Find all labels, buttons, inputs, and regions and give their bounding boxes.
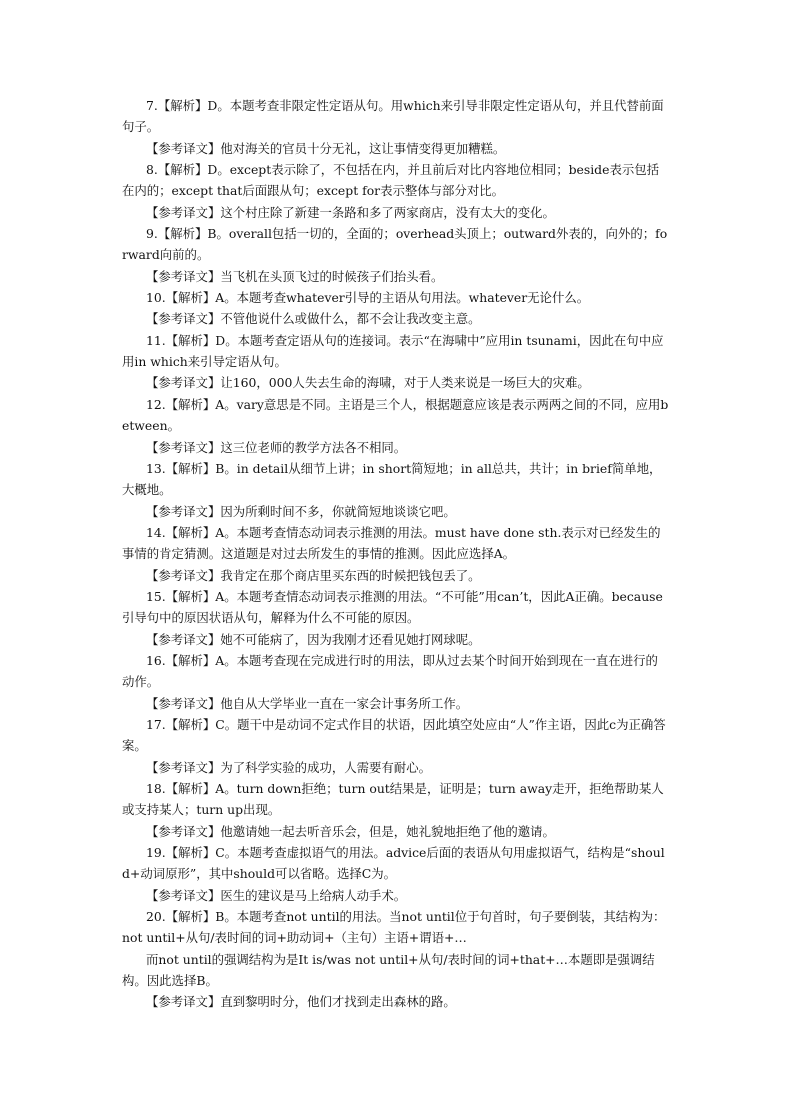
reference-translation: 【参考译文】我肯定在那个商店里买东西的时候把钱包丢了。	[146, 567, 481, 583]
answer-explanation: 18.【解析】A。turn down拒绝；turn out结果是，证明是；turn away走开，拒绝帮助某人或支持某人；turn up出现。	[122, 781, 664, 818]
answer-explanation: 13.【解析】B。in detail从细节上讲；in short简短地；in all总共，共计；in brief简单地，大概地。	[122, 460, 662, 498]
reference-translation: 【参考译文】医生的建议是马上给病人动手术。	[146, 887, 407, 903]
answer-explanation: 14.【解析】A。本题考查情态动词表示推测的用法。must have done sth.表示对已经发生的事情的肯定猜测。这道题是对过去所发生的事情的推测。因此应选择A。	[122, 524, 661, 562]
answer-explanation: 10.【解析】A。本题考查whatever引导的主语从句用法。whatever无论什么。	[146, 290, 590, 306]
answer-explanation: 15.【解析】A。本题考查情态动词表示推测的用法。“不可能”用can’t，因此A正确。because	[146, 588, 663, 604]
reference-translation: 【参考译文】不管他说什么或做什么，都不会让我改变主意。	[146, 311, 481, 327]
answer-explanation: 12.【解析】A。vary意思是不同。主语是三个人，根据题意应该是表示两两之间的不同，应用between。	[122, 396, 669, 434]
reference-translation: 【参考译文】直到黎明时分，他们才找到走出森林的路。	[146, 994, 456, 1010]
answer-explanation: 9.【解析】B。overall包括一切的，全面的；overhead头顶上；outward外表的，向外的；forward向前的。	[122, 226, 668, 263]
answer-explanation: 8.【解析】D。except表示除了，不包括在内，并且前后对比内容地位相同；beside表示包括在内的；except that后面跟从句；except for表示整体与部分对比。	[122, 162, 660, 199]
reference-translation: 【参考译文】让160，000人失去生命的海啸，对于人类来说是一场巨大的灾难。	[146, 375, 590, 391]
answer-explanation: 16.【解析】A。本题考查现在完成进行时的用法，即从过去某个时间开始到现在一直在进行的动作。	[122, 652, 658, 690]
answer-explanation: 而not until的强调结构为是It is/was not until+从句/表时间的词+that+…本题即是强调结构。因此选择B。	[122, 951, 655, 989]
reference-translation: 【参考译文】他对海关的官员十分无礼，这让事情变得更加糟糕。	[146, 140, 506, 156]
reference-translation: 【参考译文】因为所剩时间不多，你就简短地谈谈它吧。	[146, 503, 456, 519]
reference-translation: 【参考译文】他邀请她一起去听音乐会，但是，她礼貌地拒绝了他的邀请。	[146, 823, 555, 839]
answer-explanation: 11.【解析】D。本题考查定语从句的连接词。表示“在海啸中”应用in tsunami，因此在句中应用in which来引导定语从句。	[122, 332, 664, 370]
answer-explanation: 17.【解析】C。题干中是动词不定式作目的状语，因此填空处应由“人”作主语，因此c为正确答案。	[122, 716, 666, 754]
answer-explanation: 20.【解析】B。本题考查not until的用法。当not until位于句首时，句子要倒装，其结构为：not until+从句/表时间的词+助动词+（主句）主语+谓语+…	[122, 909, 666, 946]
reference-translation: 【参考译文】当飞机在头顶飞过的时候孩子们抬头看。	[146, 268, 444, 284]
reference-translation: 【参考译文】这个村庄除了新建一条路和多了两家商店，没有太大的变化。	[146, 204, 555, 220]
answer-explanation: 引导句中的原因状语从句，解释为什么不可能的原因。	[122, 610, 420, 626]
answer-explanation: 19.【解析】C。本题考查虚拟语气的用法。advice后面的表语从句用虚拟语气，结构是“should+动词原形”，其中should可以省略。选择C为。	[122, 845, 665, 882]
answer-explanation: 7.【解析】D。本题考查非限定性定语从句。用which来引导非限定性定语从句，并且代替前面句子。	[122, 98, 664, 135]
document-page	[122, 95, 670, 1013]
reference-translation: 【参考译文】为了科学实验的成功，人需要有耐心。	[146, 759, 431, 775]
reference-translation: 【参考译文】这三位老师的教学方法各不相同。	[146, 439, 407, 455]
reference-translation: 【参考译文】她不可能病了，因为我刚才还看见她打网球呢。	[146, 631, 481, 647]
reference-translation: 【参考译文】他自从大学毕业一直在一家会计事务所工作。	[146, 695, 469, 711]
